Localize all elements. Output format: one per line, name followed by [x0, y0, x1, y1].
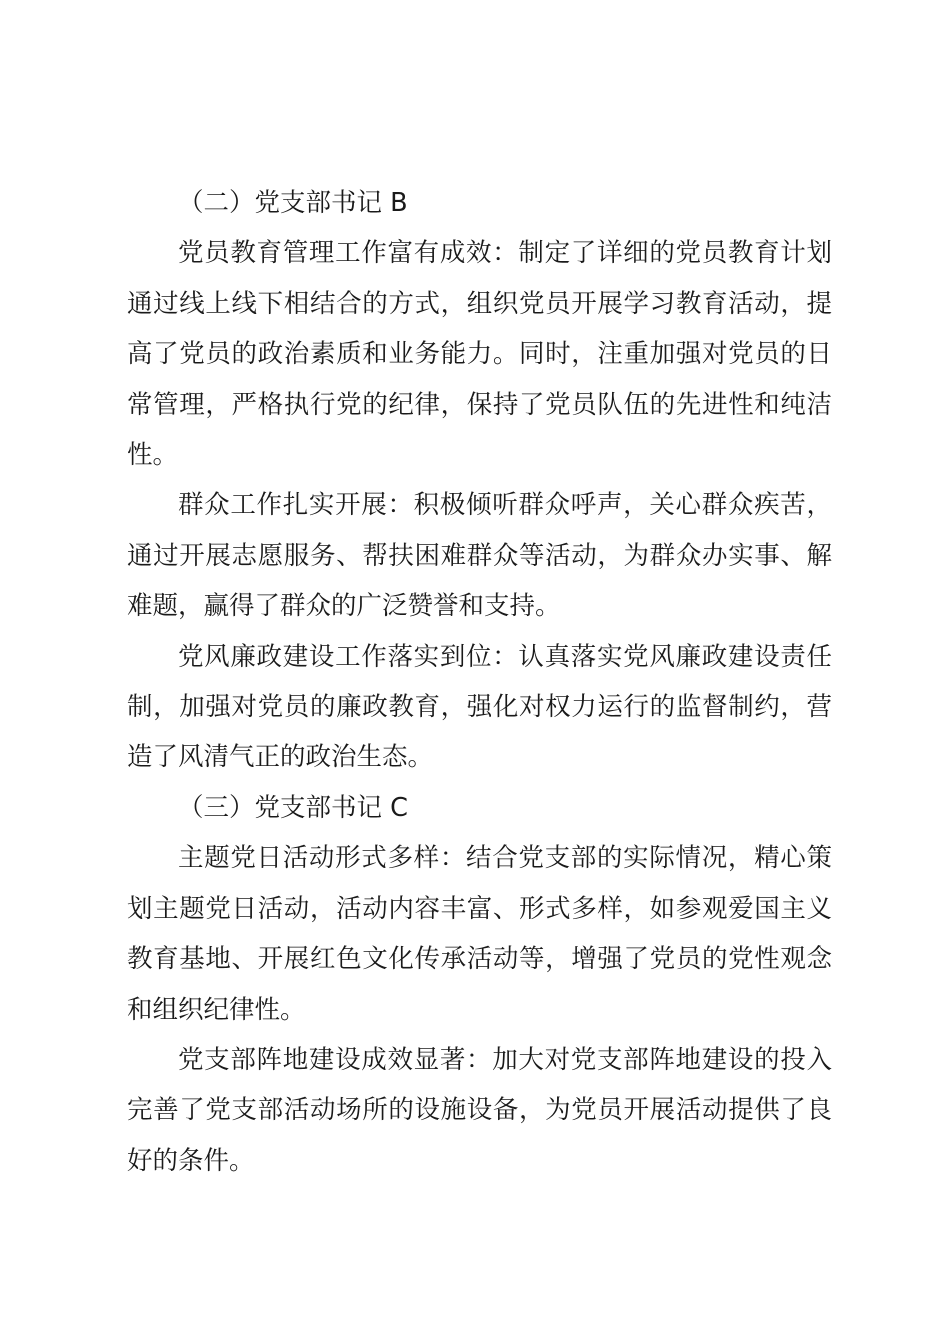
paragraph-integrity-building: 党风廉政建设工作落实到位：认真落实党风廉政建设责任制，加强对党员的廉政教育，强化对权力运行的监督制约，营造了风清气正的政治生态。	[127, 641, 832, 773]
document-body	[127, 178, 832, 1186]
paragraph-theme-party-day: 主题党日活动形式多样：结合党支部的实际情况，精心策划主题党日活动，活动内容丰富、形式多样，如参观爱国主义教育基地、开展红色文化传承活动等，增强了党员的党性观念和组织纪律性。	[127, 843, 832, 1025]
paragraph-member-education: 党员教育管理工作富有成效：制定了详细的党员教育计划通过线上线下相结合的方式，组织党员开展学习教育活动，提高了党员的政治素质和业务能力。同时，注重加强对党员的日常管理，严格执行党的纪律，保持了党员队伍的先进性和纯洁性。	[127, 238, 832, 471]
section-heading-secretary-b: （二）党支部书记 B	[178, 188, 408, 218]
section-heading-secretary-c: （三）党支部书记 C	[178, 792, 408, 823]
paragraph-mass-work: 群众工作扎实开展：积极倾听群众呼声，关心群众疾苦，通过开展志愿服务、帮扶困难群众等活动，为群众办实事、解难题，赢得了群众的广泛赞誉和支持。	[127, 490, 832, 622]
paragraph-branch-facilities: 党支部阵地建设成效显著：加大对党支部阵地建设的投入完善了党支部活动场所的设施设备，为党员开展活动提供了良好的条件。	[127, 1044, 832, 1176]
